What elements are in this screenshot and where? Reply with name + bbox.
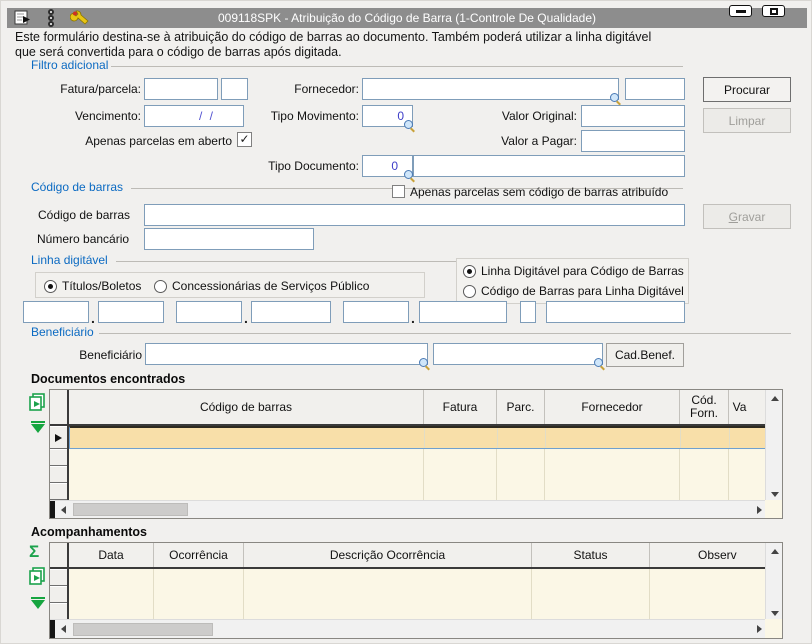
row-selector[interactable] bbox=[50, 603, 67, 620]
linha-segment-5-input[interactable] bbox=[343, 301, 409, 323]
codigo-barras-label: Código de barras bbox=[38, 208, 131, 222]
traffic-light-icon[interactable] bbox=[39, 9, 63, 27]
radio-concessionarias[interactable]: Concessionárias de Serviços Público bbox=[154, 279, 369, 293]
export-records-icon[interactable] bbox=[28, 393, 47, 417]
scroll-up-arrow[interactable] bbox=[766, 390, 783, 406]
col-fornecedor[interactable]: Fornecedor bbox=[545, 390, 680, 424]
documentos-vertical-scrollbar[interactable] bbox=[765, 390, 782, 502]
maximize-button[interactable] bbox=[762, 5, 785, 17]
linha-segment-5-field bbox=[343, 301, 409, 323]
linha-segment-7-field bbox=[546, 301, 685, 323]
titlebar bbox=[7, 8, 807, 28]
row-selector[interactable] bbox=[50, 586, 67, 603]
left-triangle-icon bbox=[61, 625, 66, 633]
fornecedor-input[interactable] bbox=[362, 78, 619, 100]
form-navigate-icon[interactable] bbox=[11, 9, 35, 27]
linha-segment-1-input[interactable] bbox=[23, 301, 89, 323]
documentos-heading: Documentos encontrados bbox=[31, 372, 186, 386]
scrollbar-corner bbox=[765, 500, 782, 518]
bar-icon-part bbox=[31, 421, 45, 423]
radio-selected-icon bbox=[44, 280, 57, 293]
col-observacao-cut[interactable]: Observ bbox=[698, 547, 737, 562]
documentos-grid-header bbox=[50, 390, 782, 426]
triangle-icon-part bbox=[31, 600, 45, 609]
beneficiario-codigo-field bbox=[145, 343, 428, 365]
scrollbar-thumb[interactable] bbox=[73, 503, 188, 516]
beneficiario-nome-input[interactable] bbox=[433, 343, 603, 365]
cell bbox=[545, 449, 680, 502]
documentos-row-selector-strip bbox=[50, 426, 69, 502]
cell bbox=[424, 449, 497, 502]
documentos-horizontal-scrollbar[interactable] bbox=[50, 500, 767, 518]
beneficiario-nome-field bbox=[433, 343, 603, 365]
fatura-field bbox=[144, 78, 218, 100]
fatura-input[interactable] bbox=[144, 78, 218, 100]
tipo-movimento-lookup-icon[interactable] bbox=[404, 120, 415, 131]
right-triangle-icon bbox=[757, 506, 762, 514]
export-records-icon[interactable] bbox=[28, 567, 47, 591]
linha-segment-1-field bbox=[23, 301, 89, 323]
cell bbox=[69, 449, 424, 502]
acompanhamentos-horizontal-scrollbar[interactable] bbox=[50, 619, 767, 638]
fornecedor-label: Fornecedor: bbox=[294, 82, 359, 96]
fornecedor-codigo-input[interactable] bbox=[625, 78, 685, 100]
row-selector[interactable] bbox=[50, 569, 67, 586]
col-valor-cut[interactable]: Va bbox=[732, 399, 747, 414]
valor-pagar-field bbox=[581, 130, 685, 152]
acompanhamentos-row-selector-strip bbox=[50, 569, 69, 621]
beneficiario-lookup-icon[interactable] bbox=[419, 358, 430, 369]
beneficiario-label: Beneficiário bbox=[79, 348, 142, 362]
linha-segment-6-input[interactable] bbox=[419, 301, 507, 323]
linha-segment-6-field bbox=[419, 301, 507, 323]
radio-titulos-boletos[interactable]: Títulos/Boletos bbox=[44, 279, 141, 293]
radio-codigo-para-linha[interactable]: Código de Barras para Linha Digitável bbox=[463, 284, 684, 298]
window-title: 009118SPK - Atribuição do Código de Barra (1-Controle De Qualidade) bbox=[218, 11, 596, 25]
sem-codigo-checkbox[interactable] bbox=[392, 185, 405, 198]
valor-original-field bbox=[581, 105, 685, 127]
fornecedor-field bbox=[362, 78, 619, 100]
valor-pagar-label: Valor a Pagar: bbox=[501, 134, 577, 148]
cell bbox=[729, 449, 750, 502]
col-data[interactable]: Data bbox=[69, 543, 154, 567]
right-triangle-icon bbox=[757, 625, 762, 633]
dot-separator: . bbox=[91, 310, 95, 326]
bar-icon-part bbox=[31, 597, 45, 599]
linha-dv-field bbox=[520, 301, 536, 323]
acompanhamentos-empty-rows[interactable] bbox=[69, 569, 767, 621]
codigo-barras-field bbox=[144, 204, 685, 226]
linha-dv-input[interactable] bbox=[520, 301, 536, 323]
cell bbox=[680, 449, 729, 502]
go-to-last-row-icon[interactable] bbox=[31, 421, 45, 433]
fornecedor-codigo-field bbox=[625, 78, 685, 100]
scroll-left-arrow[interactable] bbox=[55, 501, 71, 518]
documentos-grid bbox=[49, 389, 783, 519]
cell bbox=[681, 428, 730, 448]
fornecedor-lookup-icon[interactable] bbox=[610, 93, 621, 104]
numero-bancario-field bbox=[144, 228, 314, 250]
radio-unselected-icon bbox=[463, 285, 476, 298]
window-controls bbox=[729, 5, 785, 17]
direcao-conversao-radio-group bbox=[456, 258, 689, 304]
acompanhamentos-grid bbox=[49, 542, 783, 639]
section-beneficiario: Beneficiário bbox=[31, 325, 94, 339]
cell bbox=[546, 428, 681, 448]
linha-segment-2-field bbox=[98, 301, 164, 323]
tipo-documento-desc-input[interactable] bbox=[413, 155, 685, 177]
acompanhamentos-grid-header bbox=[50, 543, 782, 569]
linha-segment-2-input[interactable] bbox=[98, 301, 164, 323]
col-fatura[interactable]: Fatura bbox=[424, 390, 497, 424]
linha-segment-7-input[interactable] bbox=[546, 301, 685, 323]
cell bbox=[730, 428, 751, 448]
scrollbar-corner bbox=[765, 619, 782, 638]
tipo-documento-label: Tipo Documento: bbox=[268, 159, 359, 173]
maximize-icon bbox=[770, 8, 778, 15]
radio-unselected-icon bbox=[154, 280, 167, 293]
col-status[interactable]: Status bbox=[532, 543, 650, 567]
up-triangle-icon bbox=[771, 396, 779, 401]
documentos-selected-row[interactable] bbox=[69, 426, 767, 449]
cell bbox=[425, 428, 498, 448]
linha-segment-4-input[interactable] bbox=[251, 301, 331, 323]
apenas-abertas-checkbox[interactable]: ✓ bbox=[237, 132, 252, 147]
triangle-icon-part bbox=[31, 424, 45, 433]
valor-original-input[interactable] bbox=[581, 105, 685, 127]
scrollbar-thumb[interactable] bbox=[73, 623, 213, 636]
section-line-filtro bbox=[111, 66, 683, 67]
tipo-documento-desc-field bbox=[413, 155, 685, 177]
section-filtro-adicional: Filtro adicional bbox=[31, 58, 109, 72]
sem-codigo-checkbox-label: Apenas parcelas sem código de barras atribuído bbox=[410, 185, 669, 199]
down-triangle-icon bbox=[771, 611, 779, 616]
dot-separator: . bbox=[411, 310, 415, 326]
cell bbox=[69, 569, 154, 621]
tipo-movimento-field bbox=[362, 105, 413, 127]
radio-selected-icon bbox=[463, 265, 476, 278]
vencimento-label: Vencimento: bbox=[74, 109, 141, 123]
codigo-barras-input[interactable] bbox=[144, 204, 685, 226]
radio-linha-para-codigo[interactable]: Linha Digitável para Código de Barras bbox=[463, 264, 684, 278]
tipo-documento-field bbox=[362, 155, 413, 177]
col-codigo-de-barras[interactable]: Código de barras bbox=[69, 390, 424, 424]
tipo-linha-radio-group bbox=[35, 272, 425, 298]
minimize-icon bbox=[736, 10, 746, 13]
row-selector-header bbox=[50, 543, 69, 567]
parcela-field bbox=[221, 78, 248, 100]
valor-pagar-input[interactable] bbox=[581, 130, 685, 152]
current-row-marker-icon bbox=[55, 434, 62, 442]
form-description bbox=[15, 30, 651, 60]
cell bbox=[650, 569, 767, 621]
linha-segment-4-field bbox=[251, 301, 331, 323]
cell bbox=[497, 449, 545, 502]
cell bbox=[532, 569, 650, 621]
minimize-button[interactable] bbox=[729, 5, 752, 17]
cell bbox=[498, 428, 546, 448]
tipo-movimento-label: Tipo Movimento: bbox=[270, 109, 359, 123]
row-selector[interactable] bbox=[50, 483, 67, 500]
section-line-beneficiario bbox=[99, 333, 791, 334]
cell bbox=[70, 428, 425, 448]
vencimento-field bbox=[144, 105, 244, 127]
limpar-button[interactable]: Limpar bbox=[703, 108, 791, 133]
description-line-2: que será convertida para o código de barras após digitada. bbox=[15, 45, 342, 59]
scroll-left-arrow[interactable] bbox=[55, 620, 71, 638]
col-cod-forn[interactable]: Cód. Forn. bbox=[680, 390, 729, 424]
row-selector[interactable] bbox=[50, 449, 67, 466]
fatura-parcela-label: Fatura/parcela: bbox=[60, 82, 141, 96]
row-selector[interactable] bbox=[50, 466, 67, 483]
beneficiario-codigo-input[interactable] bbox=[145, 343, 428, 365]
col-descricao-ocorrencia[interactable]: Descrição Ocorrência bbox=[244, 543, 532, 567]
col-ocorrencia[interactable]: Ocorrência bbox=[154, 543, 244, 567]
cell bbox=[244, 569, 532, 621]
numero-bancario-input[interactable] bbox=[144, 228, 314, 250]
row-selector-header bbox=[50, 390, 69, 424]
gravar-button[interactable]: Gravar bbox=[703, 204, 791, 229]
valor-original-label: Valor Original: bbox=[501, 109, 577, 123]
linha-segment-3-field bbox=[176, 301, 242, 323]
apenas-abertas-label: Apenas parcelas em aberto bbox=[85, 134, 232, 148]
left-triangle-icon bbox=[61, 506, 66, 514]
vencimento-input[interactable] bbox=[144, 105, 244, 127]
dot-separator: . bbox=[244, 310, 248, 326]
scroll-up-arrow[interactable] bbox=[766, 543, 783, 559]
description-line-1: Este formulário destina-se à atribuição do código de barras ao documento. Também poderá utilizar a linha digitável bbox=[15, 30, 652, 44]
cad-benef-button[interactable]: Cad.Benef. bbox=[606, 343, 684, 367]
selected-row-selector[interactable] bbox=[50, 426, 67, 449]
linha-segment-3-input[interactable] bbox=[176, 301, 242, 323]
up-triangle-icon bbox=[771, 549, 779, 554]
section-codigo-barras: Código de barras bbox=[31, 180, 124, 194]
cell bbox=[154, 569, 244, 621]
parcela-input[interactable] bbox=[221, 78, 248, 100]
go-to-last-row-icon[interactable] bbox=[31, 597, 45, 609]
col-parc[interactable]: Parc. bbox=[497, 390, 545, 424]
procurar-button[interactable]: Procurar bbox=[703, 77, 791, 102]
section-linha-digitavel: Linha digitável bbox=[31, 253, 108, 267]
acompanhamentos-heading: Acompanhamentos bbox=[31, 525, 147, 539]
sum-icon[interactable]: Σ bbox=[29, 542, 40, 561]
down-triangle-icon bbox=[771, 492, 779, 497]
acompanhamentos-vertical-scrollbar[interactable] bbox=[765, 543, 782, 621]
documentos-empty-rows[interactable] bbox=[69, 449, 767, 502]
numero-bancario-label: Número bancário bbox=[37, 232, 130, 246]
beneficiario-nome-lookup-icon[interactable] bbox=[594, 358, 605, 369]
wrench-icon[interactable] bbox=[67, 9, 91, 27]
